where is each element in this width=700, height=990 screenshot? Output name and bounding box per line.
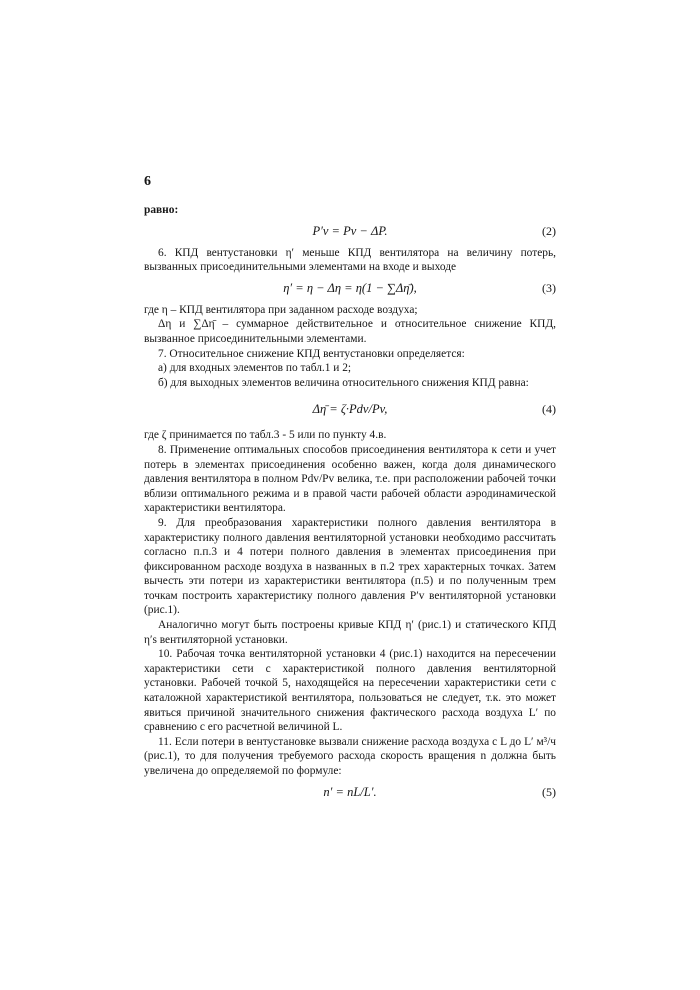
equation-number: (5) [542, 784, 556, 799]
equation-formula: η′ = η − Δη = η(1 − ∑Δη̄), [283, 280, 417, 295]
paragraph: где η – КПД вентилятора при заданном расходе воздуха; [144, 303, 418, 316]
equation-formula: Δη̄ = ζ·Pdv/Pv, [312, 402, 388, 417]
paragraph: Аналогично могут быть построены кривые КПД η′ (рис.1) и статического КПД η′s вентиляторной установки. [144, 619, 556, 646]
paragraph: б) для выходных элементов величина относительного снижения КПД равна: [158, 376, 529, 389]
equation-3 [144, 277, 556, 301]
paragraph: 6. КПД вентустановки η′ меньше КПД вентилятора на величину потерь, вызванных присоединительными элементами на входе и выходе [144, 246, 556, 274]
equation-formula: n′ = nL/L′. [323, 784, 377, 799]
page-body [144, 203, 556, 807]
paragraph: где ζ принимается по табл.3 - 5 или по пункту 4.в. [144, 429, 387, 442]
paragraph: 9. Для преобразования характеристики полного давления вентилятора в характеристику полного давления вентиляторной установки необходимо рассчитать согласно п.п.3 и 4 потери полного давления в элементах присоединения при фиксированном расходе воздуха в названных в п.2 трех характерных точках. Затем вычесть эти потери из характеристики вентилятора (п.5) и по полученным трем точкам построить характеристику полного давления P′v вентиляторной установки (рис.1). [144, 516, 556, 617]
equation-number: (4) [542, 402, 556, 417]
paragraph: 10. Рабочая точка вентиляторной установки 4 (рис.1) находится на пересечении характеристики сети с характеристикой полного давления вентиляторной установки. Рабочей точкой 5, находящейся на пересечении характеристики сети с каталожной характеристикой вентилятора, пользоваться не следует, т.к. это может явиться причиной значительного снижения фактического расхода воздуха L′ по сравнению с его расчетной величиной L. [144, 648, 556, 734]
equation-formula: P′v = Pv − ΔP. [312, 223, 388, 238]
equation-2 [144, 220, 556, 244]
paragraph: 11. Если потери в вентустановке вызвали снижение расхода воздуха с L до L′ м³/ч (рис.1), то для получения требуемого расхода скорость вращения n должна быть увеличена до определяемой по формуле: [144, 735, 556, 777]
page-number: 6 [144, 174, 151, 189]
paragraph: 7. Относительное снижение КПД вентустановки определяется: [158, 347, 465, 360]
equation-number: (2) [542, 223, 556, 238]
paragraph: а) для входных элементов по табл.1 и 2; [158, 362, 352, 375]
paragraph: Δη и ∑Δη̄ – суммарное действительное и относительное снижение КПД, вызванное присоединительными элементами. [144, 318, 556, 345]
paragraph: равно: [144, 204, 179, 216]
equation-5 [144, 781, 556, 805]
paragraph: 8. Применение оптимальных способов присоединения вентилятора к сети и учет потерь в элементах присоединения особенно важен, когда доля динамического давления вентилятора в полном Pdv/Pv велика, т.е. при расположении рабочей точки вблизи оптимального режима и в правой части рабочей области аэродинамической характеристики вентилятора. [144, 443, 556, 515]
equation-4 [144, 392, 556, 426]
equation-number: (3) [542, 280, 556, 295]
